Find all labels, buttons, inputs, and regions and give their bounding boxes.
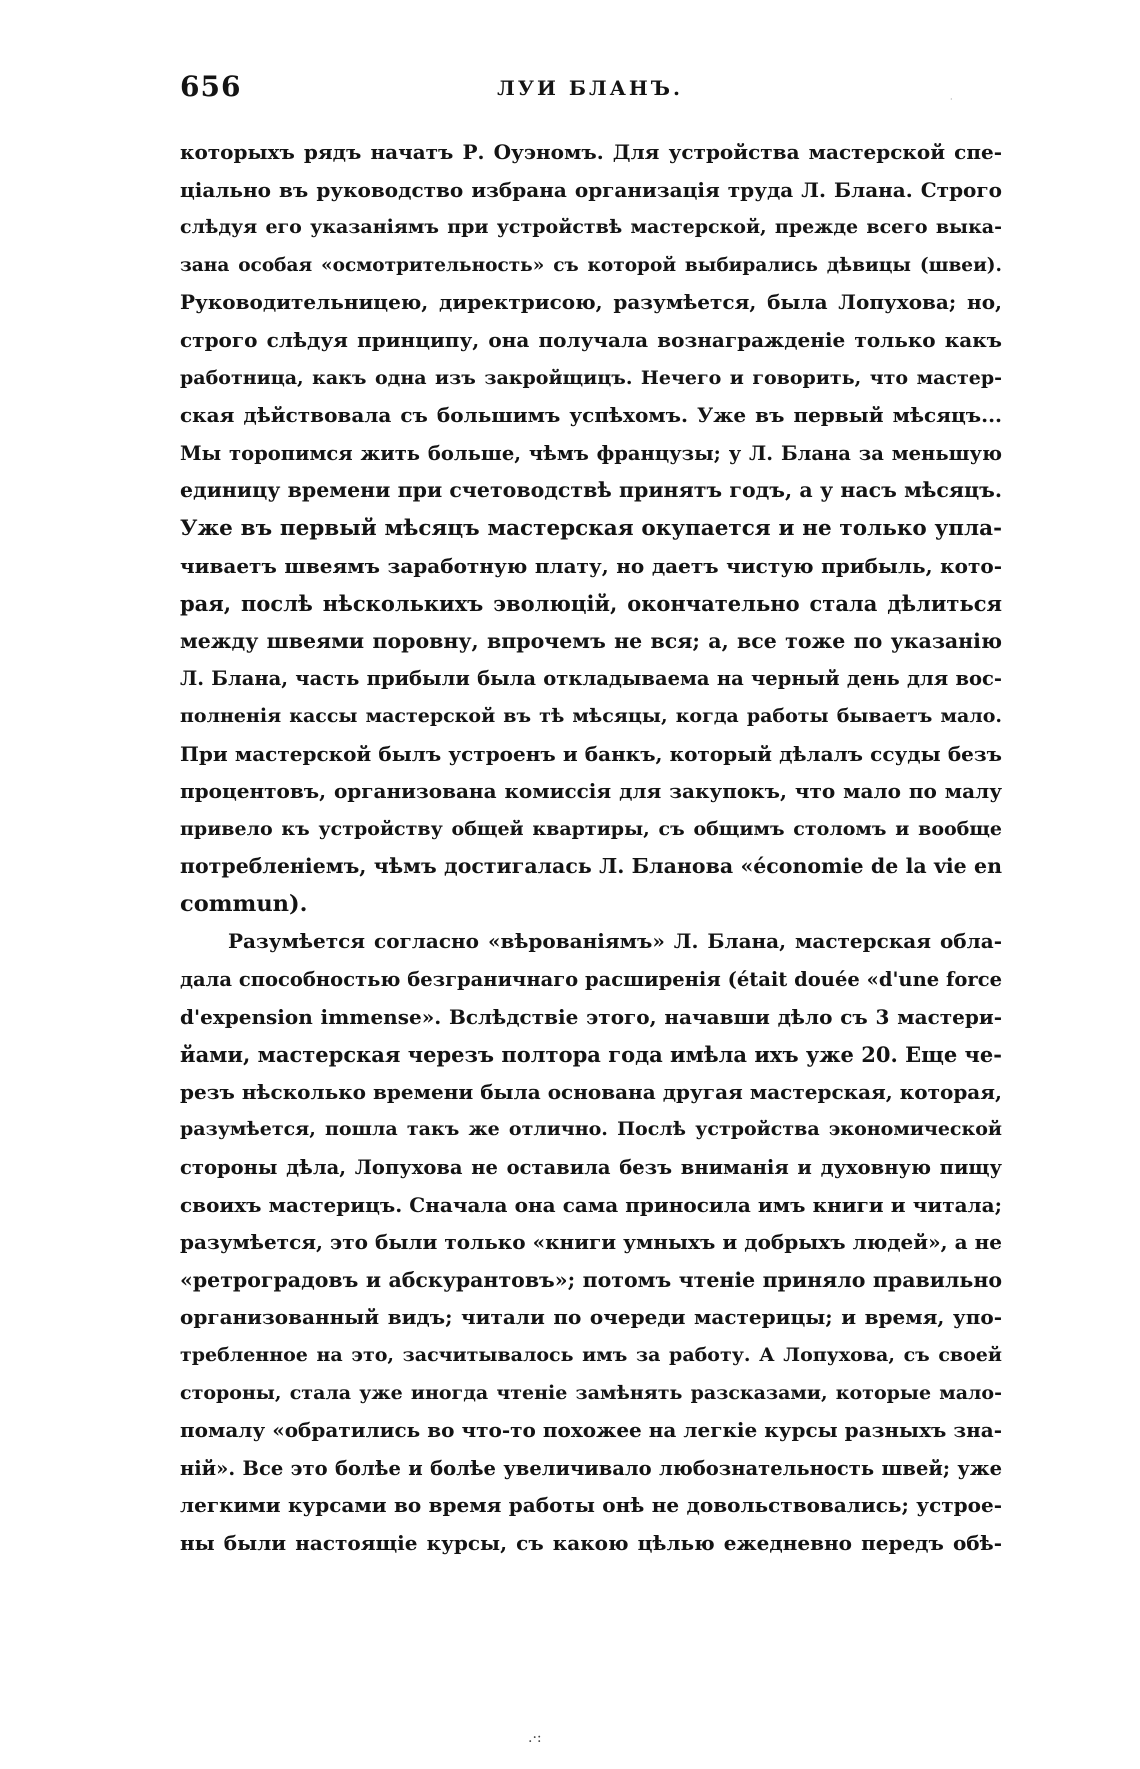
text-line: единицу времени при счетоводствѣ принятъ годъ, а у насъ мѣсяцъ.	[180, 478, 1002, 503]
text-line: разумѣется, пошла такъ же отлично. Послѣ устройства экономической	[180, 1118, 1002, 1141]
text-line: d'expension immense». Вслѣдствіе этого, начавши дѣло съ 3 мастери-	[180, 1004, 1002, 1029]
page-header	[180, 70, 1000, 110]
text-line: ская дѣйствовала съ большимъ успѣхомъ. Уже въ первый мѣсяцъ...	[180, 403, 1002, 428]
text-line: слѣдуя его указаніямъ при устройствѣ мастерской, прежде всего выка-	[180, 216, 1002, 239]
page-number: 656	[180, 70, 242, 103]
running-head: ЛУИ БЛАНЪ.	[497, 76, 683, 100]
printer-mark: .·:	[528, 1730, 542, 1746]
body-text	[180, 134, 1002, 1563]
text-line: commun).	[180, 890, 308, 917]
text-line: работница, какъ одна изъ закройщицъ. Нечего и говорить, что мастер-	[180, 366, 1002, 389]
text-line: стороны, стала уже иногда чтеніе замѣнять разсказами, которые мало-	[180, 1381, 1002, 1404]
text-line: которыхъ рядъ начатъ Р. Оуэномъ. Для устройства мастерской спе-	[180, 140, 1002, 164]
text-line: ціально въ руководство избрана организація труда Л. Блана. Строго	[180, 177, 1002, 202]
text-line: разумѣется, это были только «книги умныхъ и добрыхъ людей», а не	[180, 1230, 1002, 1255]
text-line: резъ нѣсколько времени была основана другая мастерская, которая,	[180, 1079, 1002, 1104]
text-line: привело къ устройству общей квартиры, съ общимъ столомъ и вообще	[180, 817, 1002, 840]
text-line: Л. Блана, часть прибыли была откладываема на черный день для вос-	[180, 667, 1002, 691]
text-line: Руководительницею, директрисою, разумѣется, была Лопухова; но,	[180, 290, 1002, 315]
text-line: зана особая «осмотрительность» съ которой выбирались дѣвицы (швеи).	[180, 254, 1002, 276]
text-line: Мы торопимся жить больше, чѣмъ французы; у Л. Блана за меньшую	[180, 441, 1002, 465]
text-line: потребленіемъ, чѣмъ достигалась Л. Бланова «économie de la vie en	[180, 854, 1002, 879]
text-line: Разумѣется согласно «вѣрованіямъ» Л. Блана, мастерская обла-	[228, 929, 1002, 954]
text-line: помалу «обратились во что-то похожее на легкіе курсы разныхъ зна-	[180, 1418, 1002, 1443]
text-line: между швеями поровну, впрочемъ не вся; а, все тоже по указанію	[180, 628, 1002, 653]
text-line: своихъ мастерицъ. Сначала она сама приносила имъ книги и читала;	[180, 1192, 1002, 1217]
text-line: чиваетъ швеямъ заработную плату, но даетъ чистую прибыль, кото-	[180, 553, 1002, 578]
text-line: легкими курсами во время работы онѣ не довольствовались; устрое-	[180, 1493, 1002, 1518]
text-line: требленное на это, засчитывалось имъ за работу. А Лопухова, съ своей	[180, 1344, 1002, 1366]
text-line: ны были настоящіе курсы, съ какою цѣлью ежедневно передъ обѣ-	[180, 1530, 1002, 1555]
text-line: полненія кассы мастерской въ тѣ мѣсяцы, когда работы бываетъ мало.	[180, 704, 1002, 727]
text-line: ній». Все это болѣе и болѣе увеличивало любознательность швей; уже	[180, 1456, 1002, 1480]
text-line: дала способностью безграничнаго расширенія (était douée «d'une force	[180, 968, 1002, 992]
text-line: рая, послѣ нѣсколькихъ эволюцій, окончательно стала дѣлиться	[180, 591, 1002, 617]
text-line: стороны дѣла, Лопухова не оставила безъ вниманія и духовную пищу	[180, 1156, 1002, 1180]
text-line: йами, мастерская черезъ полтора года имѣла ихъ уже 20. Еще че-	[180, 1042, 1002, 1068]
text-line: организованный видъ; читали по очереди мастерицы; и время, упо-	[180, 1305, 1002, 1330]
text-line: процентовъ, организована комиссія для закупокъ, что мало по малу	[180, 779, 1002, 804]
text-line: При мастерской былъ устроенъ и банкъ, который дѣлалъ ссуды безъ	[180, 741, 1002, 766]
paper-speck: ·	[950, 95, 953, 104]
text-line: «ретроградовъ и абскурантовъ»; потомъ чтеніе приняло правильно	[180, 1267, 1002, 1292]
text-line: строго слѣдуя принципу, она получала вознагражденіе только какъ	[180, 327, 1002, 352]
text-line: Уже въ первый мѣсяцъ мастерская окупается и не только упла-	[180, 515, 1002, 541]
